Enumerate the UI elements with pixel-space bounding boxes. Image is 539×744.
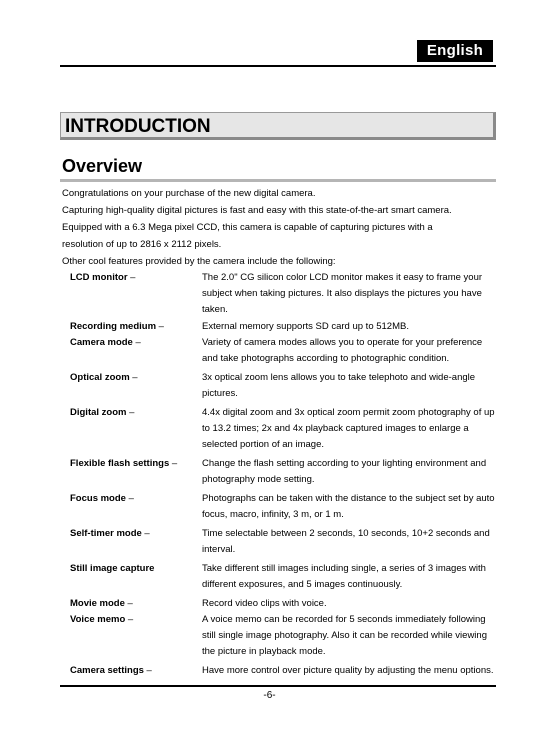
feature-label: Focus mode – bbox=[70, 493, 134, 504]
feature-description: Take different still images including single, a series of 3 images with different exposures, and 5 images continuously. bbox=[202, 563, 486, 590]
feature-item-lcd-monitor bbox=[70, 270, 500, 318]
subsection-rule bbox=[60, 179, 496, 182]
feature-description: Have more control over picture quality by adjusting the menu options. bbox=[202, 665, 494, 676]
feature-description: 3x optical zoom lens allows you to take telephoto and wide-angle pictures. bbox=[202, 372, 476, 399]
feature-item-digital-zoom bbox=[70, 405, 500, 453]
footer-rule bbox=[60, 685, 496, 687]
subsection-title: Overview bbox=[62, 156, 143, 176]
feature-item-flexible-flash bbox=[70, 456, 500, 488]
feature-item-self-timer bbox=[70, 526, 500, 558]
feature-item-camera-mode bbox=[70, 335, 500, 367]
feature-description: The 2.0" CG silicon color LCD monitor makes it easy to frame your subject when taking pictures. It also displays the pictures you have taken. bbox=[202, 272, 483, 315]
intro-paragraph-3: Equipped with a 6.3 Mega pixel CCD, this camera is capable of capturing pictures with a bbox=[62, 222, 433, 233]
intro-paragraph-2: Capturing high-quality digital pictures is fast and easy with this state-of-the-art smart camera. bbox=[62, 205, 452, 216]
intro-paragraph-4: resolution of up to 2816 x 2112 pixels. bbox=[62, 239, 222, 250]
section-title: INTRODUCTION bbox=[65, 116, 211, 137]
feature-description: Time selectable between 2 seconds, 10 seconds, 10+2 seconds and interval. bbox=[202, 528, 490, 555]
header-rule bbox=[60, 65, 496, 67]
feature-description: Change the flash setting according to your lighting environment and photography mode setting. bbox=[202, 458, 487, 485]
feature-list bbox=[70, 270, 500, 679]
feature-item-focus-mode bbox=[70, 491, 500, 523]
feature-description: A voice memo can be recorded for 5 seconds immediately following still single image photography. Also it can be recorded while viewing the picture in playback mode. bbox=[202, 614, 487, 657]
intro-paragraph-1: Congratulations on your purchase of the new digital camera. bbox=[62, 188, 316, 199]
feature-description: Record video clips with voice. bbox=[202, 598, 327, 609]
feature-description: Photographs can be taken with the distance to the subject set by auto focus, macro, infinity, 3 m, or 1 m. bbox=[202, 493, 495, 520]
page-number: -6- bbox=[263, 690, 276, 701]
section-title-box bbox=[60, 112, 496, 140]
feature-item-voice-memo bbox=[70, 612, 500, 660]
feature-item-recording-medium bbox=[70, 319, 500, 335]
intro-paragraph-5: Other cool features provided by the camera include the following: bbox=[62, 256, 336, 267]
feature-description: External memory supports SD card up to 512MB. bbox=[202, 321, 409, 332]
feature-item-camera-settings bbox=[70, 663, 500, 679]
feature-description: 4.4x digital zoom and 3x optical zoom permit zoom photography of up to 13.2 times; 2x and 4x playback captured images to enlarge a selected portion of an image. bbox=[202, 407, 495, 450]
feature-item-optical-zoom bbox=[70, 370, 500, 402]
feature-item-movie-mode bbox=[70, 596, 500, 612]
feature-label: Optical zoom – bbox=[70, 372, 138, 383]
feature-description: Variety of camera modes allows you to operate for your preference and take photographs according to photographic condition. bbox=[202, 337, 483, 364]
feature-item-still-image bbox=[70, 561, 500, 593]
feature-label: Flexible flash settings – bbox=[70, 458, 178, 469]
feature-label: Voice memo – bbox=[70, 614, 134, 625]
feature-label: Camera settings – bbox=[70, 665, 152, 676]
feature-label: Still image capture bbox=[70, 563, 155, 574]
feature-label: Camera mode – bbox=[70, 337, 141, 348]
feature-label: Digital zoom – bbox=[70, 407, 135, 418]
language-badge: English bbox=[417, 40, 493, 62]
feature-label: Recording medium – bbox=[70, 321, 164, 332]
feature-label: Self-timer mode – bbox=[70, 528, 150, 539]
feature-label: Movie mode – bbox=[70, 598, 133, 609]
feature-label: LCD monitor – bbox=[70, 272, 136, 283]
